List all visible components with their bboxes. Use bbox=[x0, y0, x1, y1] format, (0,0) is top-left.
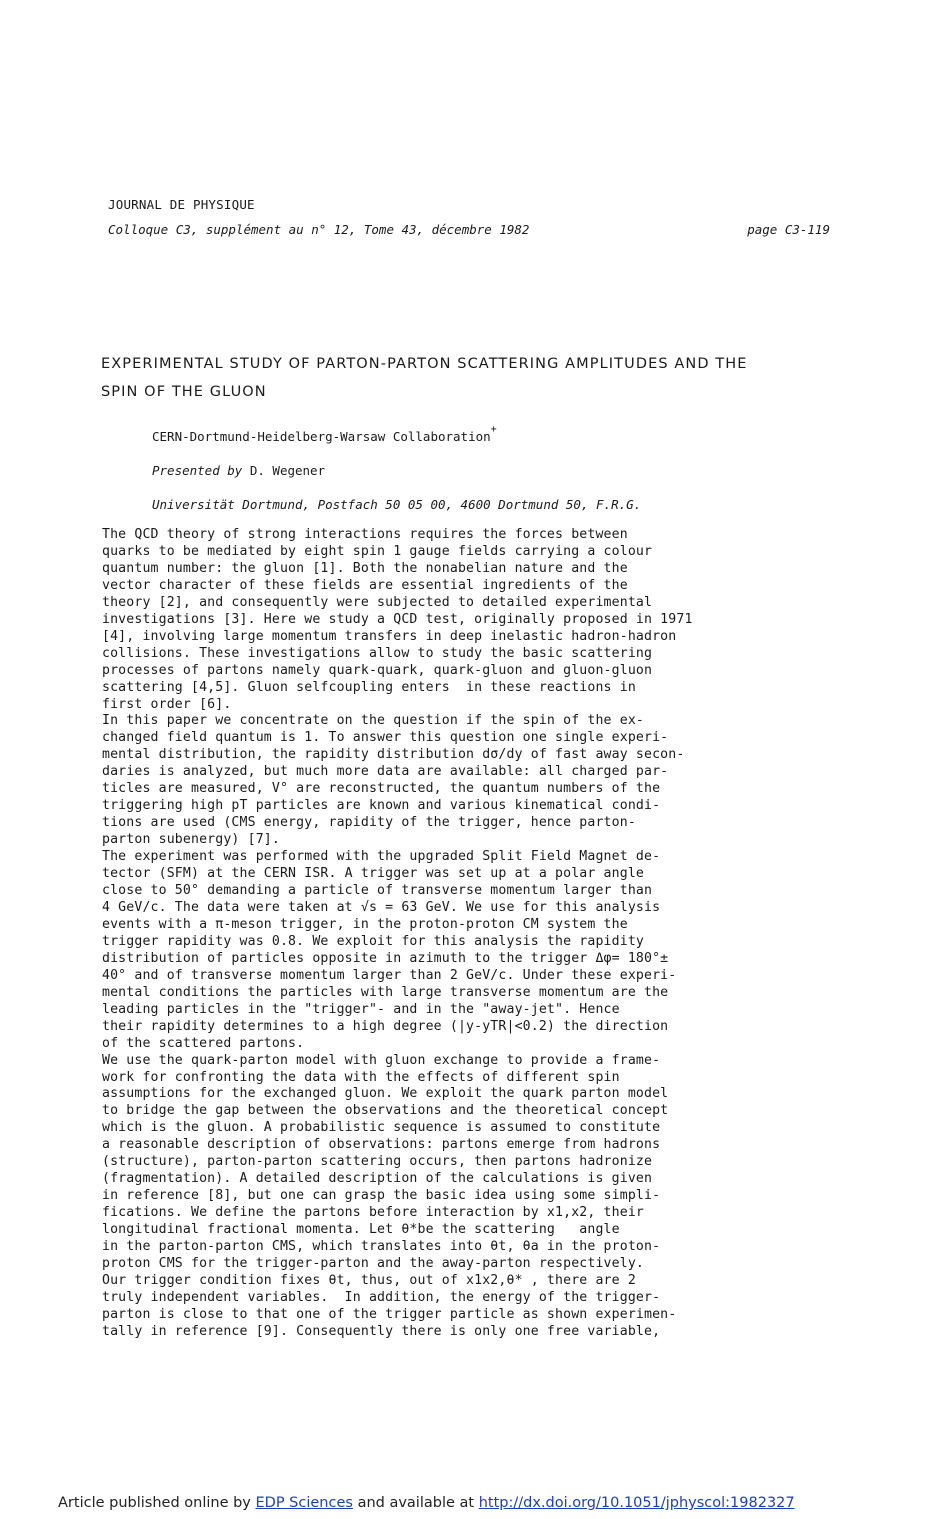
body-line: tions are used (CMS energy, rapidity of the trigger, hence parton- bbox=[102, 815, 636, 831]
body-line: theory [2], and consequently were subjected to detailed experimental bbox=[102, 594, 653, 610]
body-line: scattering [4,5]. Gluon selfcoupling enters in these reactions in bbox=[102, 679, 636, 695]
body-line: [4], involving large momentum transfers in deep inelastic hadron-hadron bbox=[102, 628, 677, 644]
body-line: ticles are measured, V° are reconstructed, the quantum numbers of the bbox=[102, 781, 661, 797]
presenter-name: D. Wegener bbox=[249, 463, 326, 478]
body-line: triggering high pT particles are known and various kinematical condi- bbox=[102, 798, 661, 814]
body-line: collisions. These investigations allow to study the basic scattering bbox=[102, 645, 653, 661]
colloque-line bbox=[108, 222, 830, 237]
body-line: in reference [8], but one can grasp the basic idea using some simpli- bbox=[102, 1188, 661, 1204]
body-line: The QCD theory of strong interactions requires the forces between bbox=[102, 527, 628, 542]
body-line: a reasonable description of observations: partons emerge from hadrons bbox=[102, 1137, 661, 1153]
body-line: trigger rapidity was 0.8. We exploit for this analysis the rapidity bbox=[102, 933, 644, 949]
presenter-line bbox=[152, 463, 325, 478]
body-line: We use the quark-parton model with gluon exchange to provide a frame- bbox=[102, 1052, 661, 1068]
paper-title bbox=[101, 350, 861, 406]
collaboration bbox=[152, 424, 497, 445]
body-line: 40° and of transverse momentum larger than 2 GeV/c. Under these experi- bbox=[102, 967, 677, 983]
footer-middle: and available at bbox=[357, 1495, 475, 1511]
affiliation: Universität Dortmund, Postfach 50 05 00, 4600 Dortmund 50, F.R.G. bbox=[152, 497, 642, 512]
body-text bbox=[102, 527, 842, 1341]
body-line: quantum number: the gluon [1]. Both the nonabelian nature and the bbox=[102, 560, 628, 576]
publication-footer bbox=[58, 1495, 795, 1511]
paper-title-line-2: SPIN OF THE GLUON bbox=[101, 384, 267, 400]
body-line: In this paper we concentrate on the question if the spin of the ex- bbox=[102, 713, 644, 729]
body-line: leading particles in the "trigger"- and in the "away-jet". Hence bbox=[102, 1001, 620, 1017]
body-line: Our trigger condition fixes θt, thus, out of x1x2,θ* , there are 2 bbox=[102, 1272, 636, 1288]
body-line: their rapidity determines to a high degree (|y-yTR|<0.2) the direction bbox=[102, 1018, 669, 1034]
journal-name: JOURNAL DE PHYSIQUE bbox=[108, 197, 255, 212]
body-line: tector (SFM) at the CERN ISR. A trigger was set up at a polar angle bbox=[102, 866, 644, 882]
body-line: 4 GeV/c. The data were taken at √s = 63 GeV. We use for this analysis bbox=[102, 899, 661, 915]
body-line: processes of partons namely quark-quark, quark-gluon and gluon-gluon bbox=[102, 662, 653, 678]
body-line: (structure), parton-parton scattering occurs, then partons hadronize bbox=[102, 1154, 653, 1170]
collaboration-footnote-mark: + bbox=[490, 424, 497, 435]
footer-prefix: Article published online by bbox=[58, 1495, 251, 1511]
body-line: truly independent variables. In addition, the energy of the trigger- bbox=[102, 1289, 661, 1305]
body-line: tally in reference [9]. Consequently there is only one free variable, bbox=[102, 1323, 661, 1339]
body-line: mental conditions the particles with large transverse momentum are the bbox=[102, 984, 669, 1000]
body-line: changed field quantum is 1. To answer this question one single experi- bbox=[102, 730, 669, 746]
body-line: to bridge the gap between the observations and the theoretical concept bbox=[102, 1103, 669, 1119]
body-line: parton subenergy) [7]. bbox=[102, 832, 280, 848]
body-line: investigations [3]. Here we study a QCD test, originally proposed in 1971 bbox=[102, 611, 693, 627]
body-line: longitudinal fractional momenta. Let θ*be the scattering angle bbox=[102, 1222, 620, 1238]
body-line: of the scattered partons. bbox=[102, 1035, 305, 1051]
body-line: work for confronting the data with the effects of different spin bbox=[102, 1069, 620, 1085]
body-line: The experiment was performed with the upgraded Split Field Magnet de- bbox=[102, 849, 661, 865]
body-line: (fragmentation). A detailed description of the calculations is given bbox=[102, 1171, 653, 1187]
body-line: first order [6]. bbox=[102, 696, 232, 712]
body-line: events with a π-meson trigger, in the proton-proton CM system the bbox=[102, 916, 628, 932]
body-line: fications. We define the partons before interaction by x1,x2, their bbox=[102, 1205, 644, 1221]
body-line: assumptions for the exchanged gluon. We exploit the quark parton model bbox=[102, 1086, 669, 1102]
body-line: daries is analyzed, but much more data are available: all charged par- bbox=[102, 764, 669, 780]
body-line: vector character of these fields are essential ingredients of the bbox=[102, 577, 628, 593]
body-line: which is the gluon. A probabilistic sequence is assumed to constitute bbox=[102, 1120, 661, 1136]
body-line: mental distribution, the rapidity distribution dσ/dy of fast away secon- bbox=[102, 747, 685, 763]
body-line: quarks to be mediated by eight spin 1 gauge fields carrying a colour bbox=[102, 543, 653, 559]
body-line: proton CMS for the trigger-parton and the away-parton respectively. bbox=[102, 1255, 644, 1271]
page-number: page C3-119 bbox=[747, 222, 830, 237]
collaboration-name: CERN-Dortmund-Heidelberg-Warsaw Collaboration bbox=[152, 429, 491, 445]
body-line: parton is close to that one of the trigger particle as shown experimen- bbox=[102, 1306, 677, 1322]
presented-by-label: Presented by bbox=[152, 463, 243, 478]
colloque-citation: Colloque C3, supplément au n° 12, Tome 43, décembre 1982 bbox=[108, 222, 530, 237]
doi-link[interactable]: http://dx.doi.org/10.1051/jphyscol:1982327 bbox=[478, 1495, 795, 1511]
publisher-link[interactable]: EDP Sciences bbox=[255, 1495, 353, 1511]
paper-title-line-1: EXPERIMENTAL STUDY OF PARTON-PARTON SCATTERING AMPLITUDES AND THE bbox=[101, 356, 748, 372]
body-line: close to 50° demanding a particle of transverse momentum larger than bbox=[102, 883, 653, 899]
body-line: distribution of particles opposite in azimuth to the trigger Δφ= 180°± bbox=[102, 950, 669, 966]
body-line: in the parton-parton CMS, which translates into θt, θa in the proton- bbox=[102, 1239, 661, 1255]
